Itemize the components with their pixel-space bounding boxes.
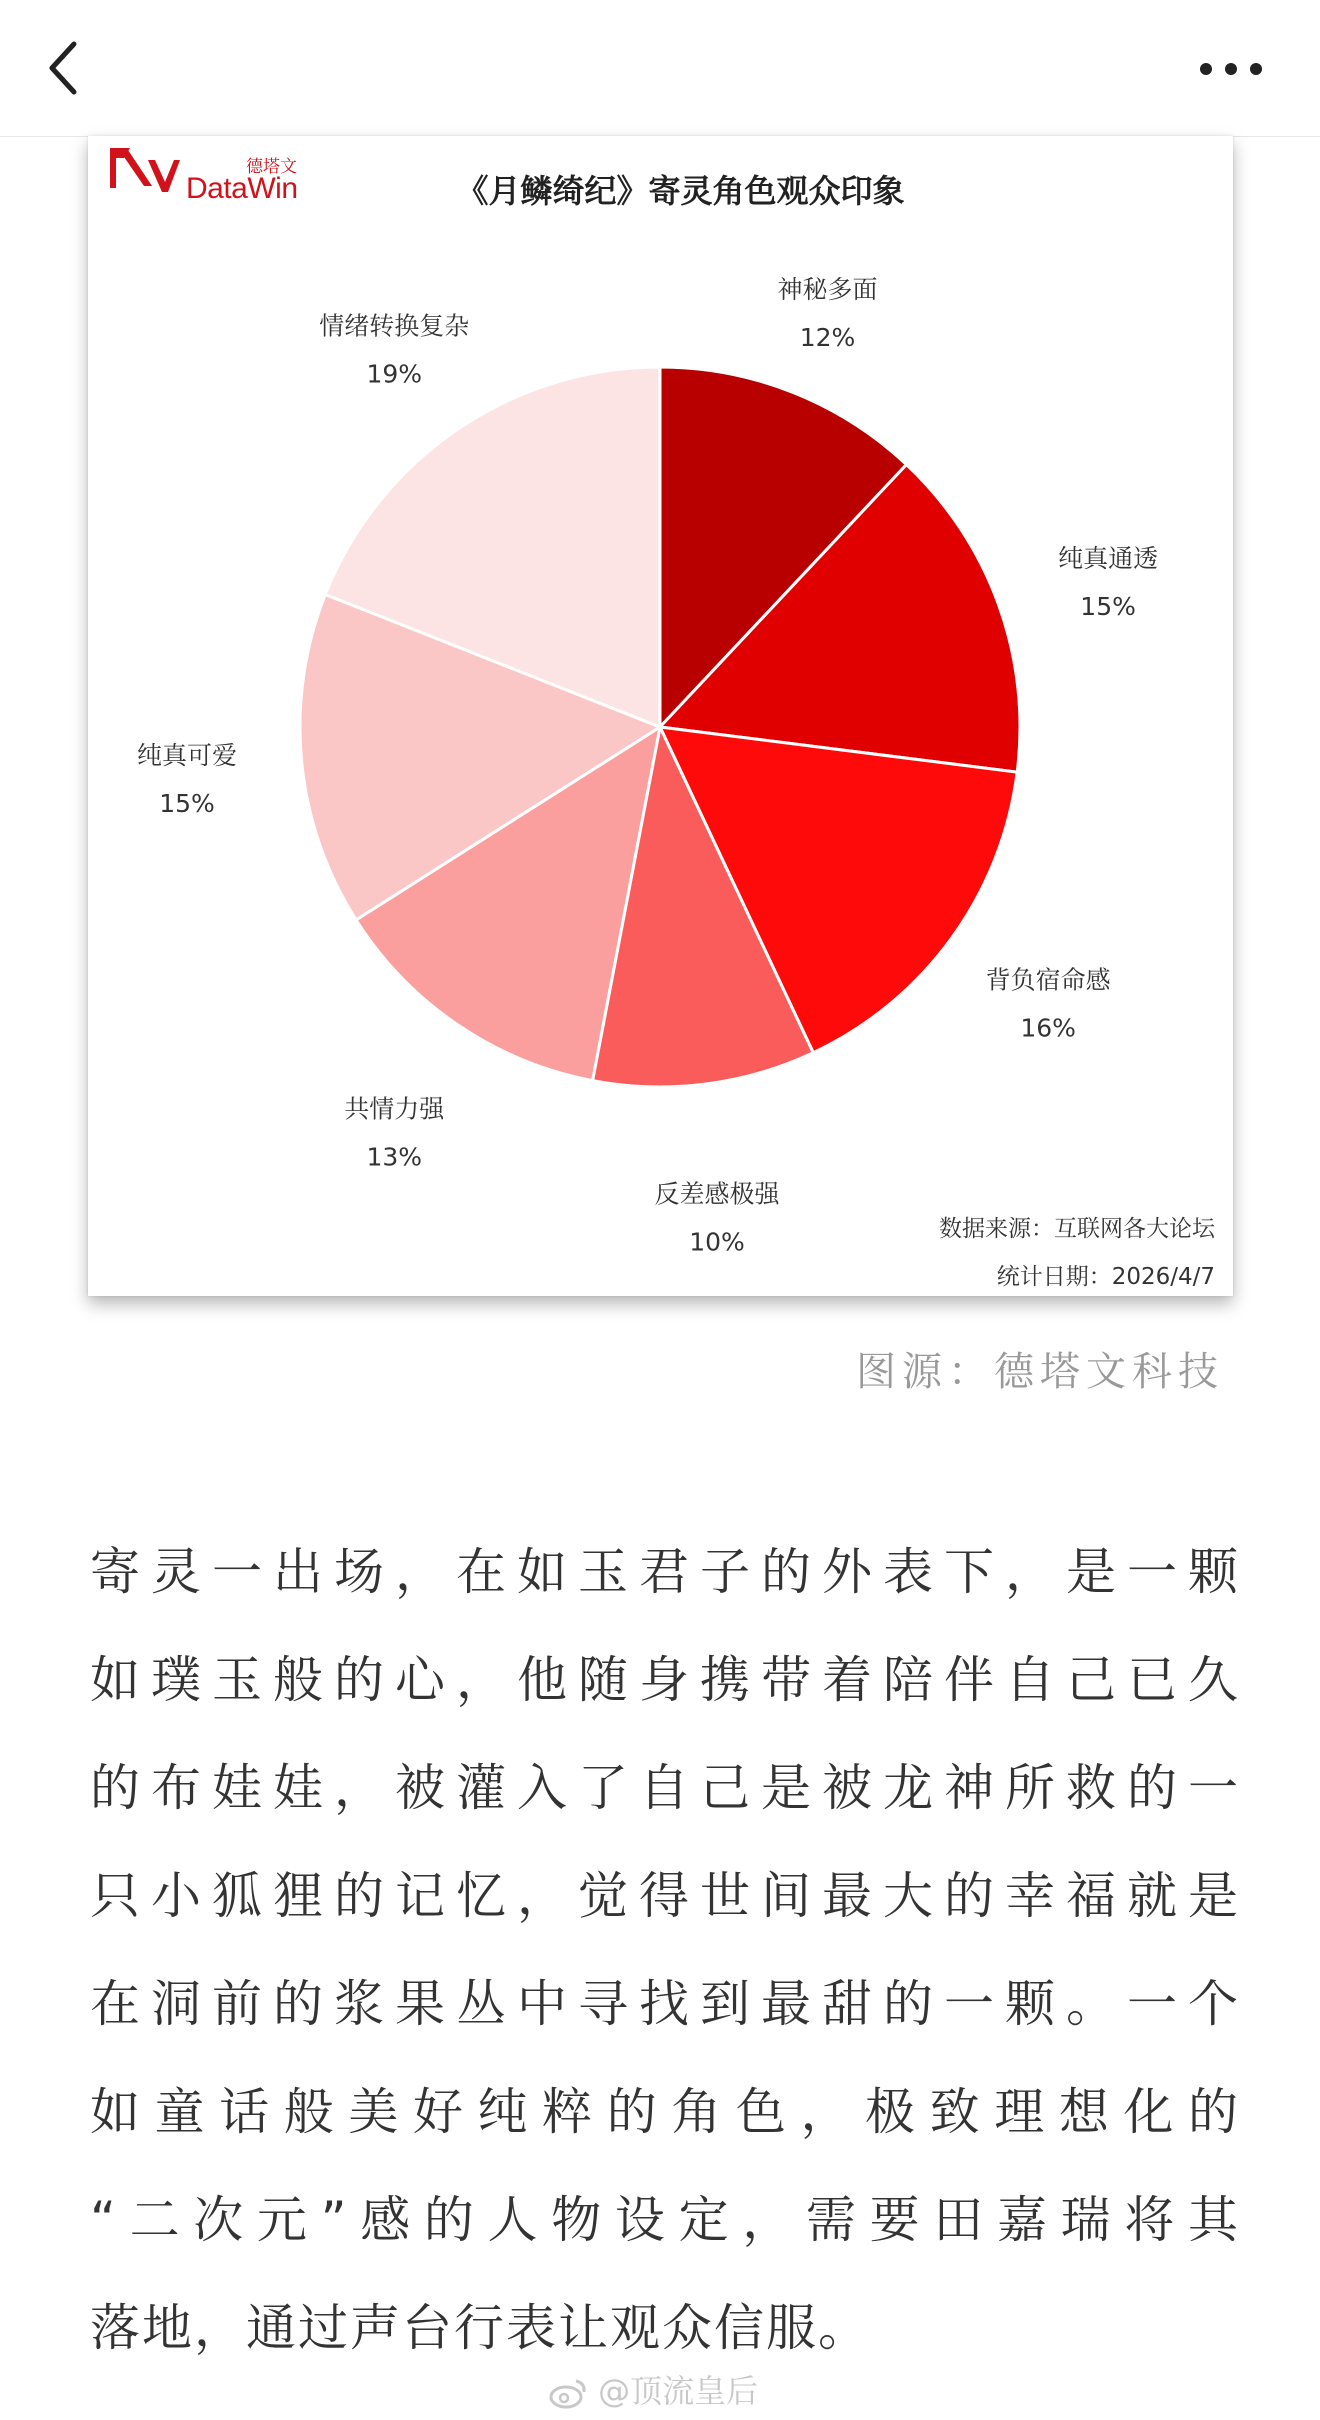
slice-value-label: 10%	[689, 1227, 745, 1257]
logo-cn-text: 德塔文	[246, 157, 297, 177]
watermark-text: @顶流皇后	[598, 2372, 759, 2410]
top-nav-bar	[0, 0, 1320, 137]
weibo-watermark	[548, 2366, 758, 2412]
article-line: “二次元”感的人物设定，需要田嘉瑞将其	[90, 2191, 1240, 2249]
slice-label: 背负宿命感	[985, 965, 1111, 995]
logo-en-text: DataWin	[186, 172, 298, 205]
article-line: 寄灵一出场，在如玉君子的外表下，是一颗	[90, 1543, 1240, 1601]
more-horizontal-icon[interactable]	[1196, 52, 1266, 86]
slice-value-label: 15%	[159, 788, 215, 818]
slice-label: 情绪转换复杂	[319, 311, 470, 341]
slice-value-label: 19%	[366, 359, 423, 389]
slice-label: 反差感极强	[654, 1179, 780, 1209]
slice-value-label: 15%	[1080, 591, 1136, 621]
article-line: 只小狐狸的记忆，觉得世间最大的幸福就是	[90, 1867, 1240, 1925]
slice-label: 神秘多面	[777, 274, 878, 304]
chart-title: 《月鳞绮纪》寄灵角色观众印象	[456, 172, 905, 210]
chart-image	[88, 136, 1233, 1296]
slice-label: 共情力强	[344, 1094, 445, 1124]
pie-chart	[88, 136, 1233, 1296]
weibo-icon	[548, 2377, 588, 2409]
slice-value-label: 16%	[1020, 1013, 1076, 1043]
image-caption: 图源：德塔文科技	[856, 1349, 1224, 1395]
article-line: 如璞玉般的心，他随身携带着陪伴自己已久	[90, 1651, 1240, 1709]
article-line: 的布娃娃，被灌入了自己是被龙神所救的一	[90, 1759, 1240, 1817]
article-line: 如童话般美好纯粹的角色，极致理想化的	[90, 2083, 1240, 2141]
data-source-note: 数据来源：互联网各大论坛	[939, 1216, 1215, 1242]
article-body	[90, 1518, 1240, 2382]
chevron-left-icon[interactable]	[40, 36, 90, 100]
article-line: 落地，通过声台行表让观众信服。	[90, 2299, 870, 2357]
statistics-date-note: 统计日期：2026/4/7	[996, 1264, 1215, 1290]
slice-value-label: 12%	[799, 322, 856, 352]
slice-label: 纯真通透	[1058, 543, 1159, 573]
slice-value-label: 13%	[366, 1142, 423, 1172]
article-line: 在洞前的浆果丛中寻找到最甜的一颗。一个	[90, 1975, 1240, 2033]
slice-label: 纯真可爱	[137, 740, 238, 770]
